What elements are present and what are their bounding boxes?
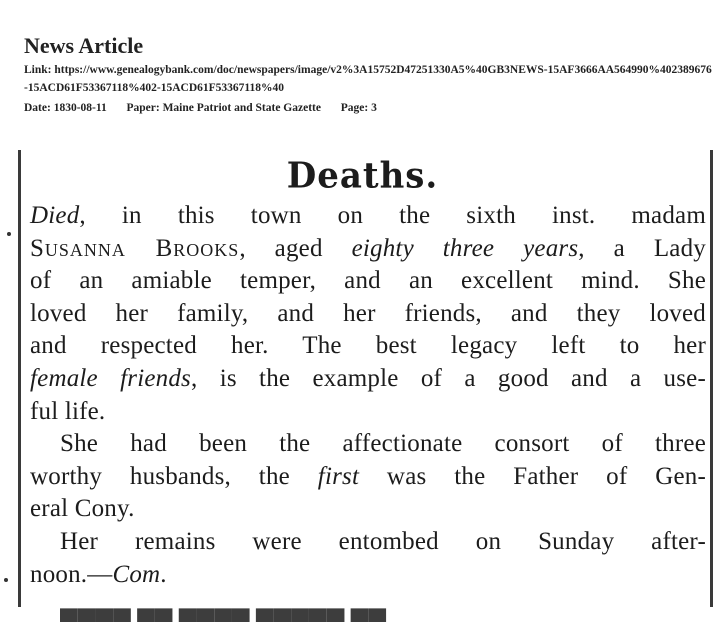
paper-value: Maine Patriot and State Gazette xyxy=(162,102,321,114)
text-run: Her remains were entombed on Sunday after- xyxy=(60,527,706,555)
text-run: loved her family, and her friends, and they loved xyxy=(30,299,706,327)
article-body xyxy=(30,200,706,591)
article-line xyxy=(30,493,706,526)
article-metadata-header xyxy=(24,33,714,115)
page-value: 3 xyxy=(371,102,377,114)
text-run: noon.— xyxy=(30,560,113,588)
article-line xyxy=(30,396,706,429)
text-run: eral Cony. xyxy=(30,495,135,523)
source-link[interactable]: https://www.genealogybank.com/doc/newspapers/image/v2%3A15752D47251330A5%40GB3NEWS-15AF3666AA564990%402389676-15ACD61F53367118%402-15ACD61F53367118%40 xyxy=(24,64,712,94)
ink-speck xyxy=(4,578,8,582)
newspaper-clipping xyxy=(0,150,725,622)
small-caps-name: Susanna Brooks xyxy=(30,234,240,262)
page-label: Page: xyxy=(340,102,369,114)
column-rule-left xyxy=(18,150,21,607)
text-run: , in this town on the sixth inst. madam xyxy=(79,202,706,229)
italic-text: Died xyxy=(30,202,80,229)
text-run: was the Father of Gen- xyxy=(359,462,706,490)
article-line xyxy=(30,330,706,363)
italic-text: eighty three years xyxy=(351,234,579,262)
article-line xyxy=(30,233,706,266)
article-line xyxy=(30,363,706,396)
article-line xyxy=(30,298,706,331)
italic-text: first xyxy=(317,462,360,490)
date-value: 1830-08-11 xyxy=(53,102,107,114)
text-run: worthy husbands, the xyxy=(30,462,318,490)
link-label: Link: xyxy=(24,64,52,76)
cut-off-next-line: ▄▄▄▄ ▄▄ ▄▄▄▄ ▄▄▄▄▄ ▄▄ xyxy=(60,595,387,622)
text-run: of an amiable temper, and an excellent mind. She xyxy=(30,267,706,295)
paper-label: Paper: xyxy=(126,102,160,114)
text-run: , is the example of a good and a use- xyxy=(190,364,706,392)
article-line xyxy=(30,265,706,298)
text-run: , a Lady xyxy=(578,234,706,262)
source-link-line xyxy=(24,61,714,97)
italic-text: female friends xyxy=(30,364,191,392)
article-line xyxy=(30,526,706,559)
italic-text: Com xyxy=(112,560,161,588)
text-run: ful life. xyxy=(30,397,106,425)
article-line xyxy=(30,200,706,233)
section-heading: Deaths. xyxy=(286,155,439,197)
text-run: and respected her. The best legacy left to her xyxy=(30,332,706,360)
article-line xyxy=(30,428,706,461)
text-run: , aged xyxy=(239,234,352,262)
article-line xyxy=(30,559,706,592)
column-rule-right xyxy=(710,150,713,607)
text-run: She had been the affectionate consort of three xyxy=(60,430,706,458)
article-line xyxy=(30,461,706,494)
text-run: . xyxy=(160,560,167,588)
ink-speck xyxy=(7,232,11,236)
date-label: Date: xyxy=(24,102,51,114)
page-title: News Article xyxy=(24,33,144,58)
publication-info xyxy=(24,101,714,115)
